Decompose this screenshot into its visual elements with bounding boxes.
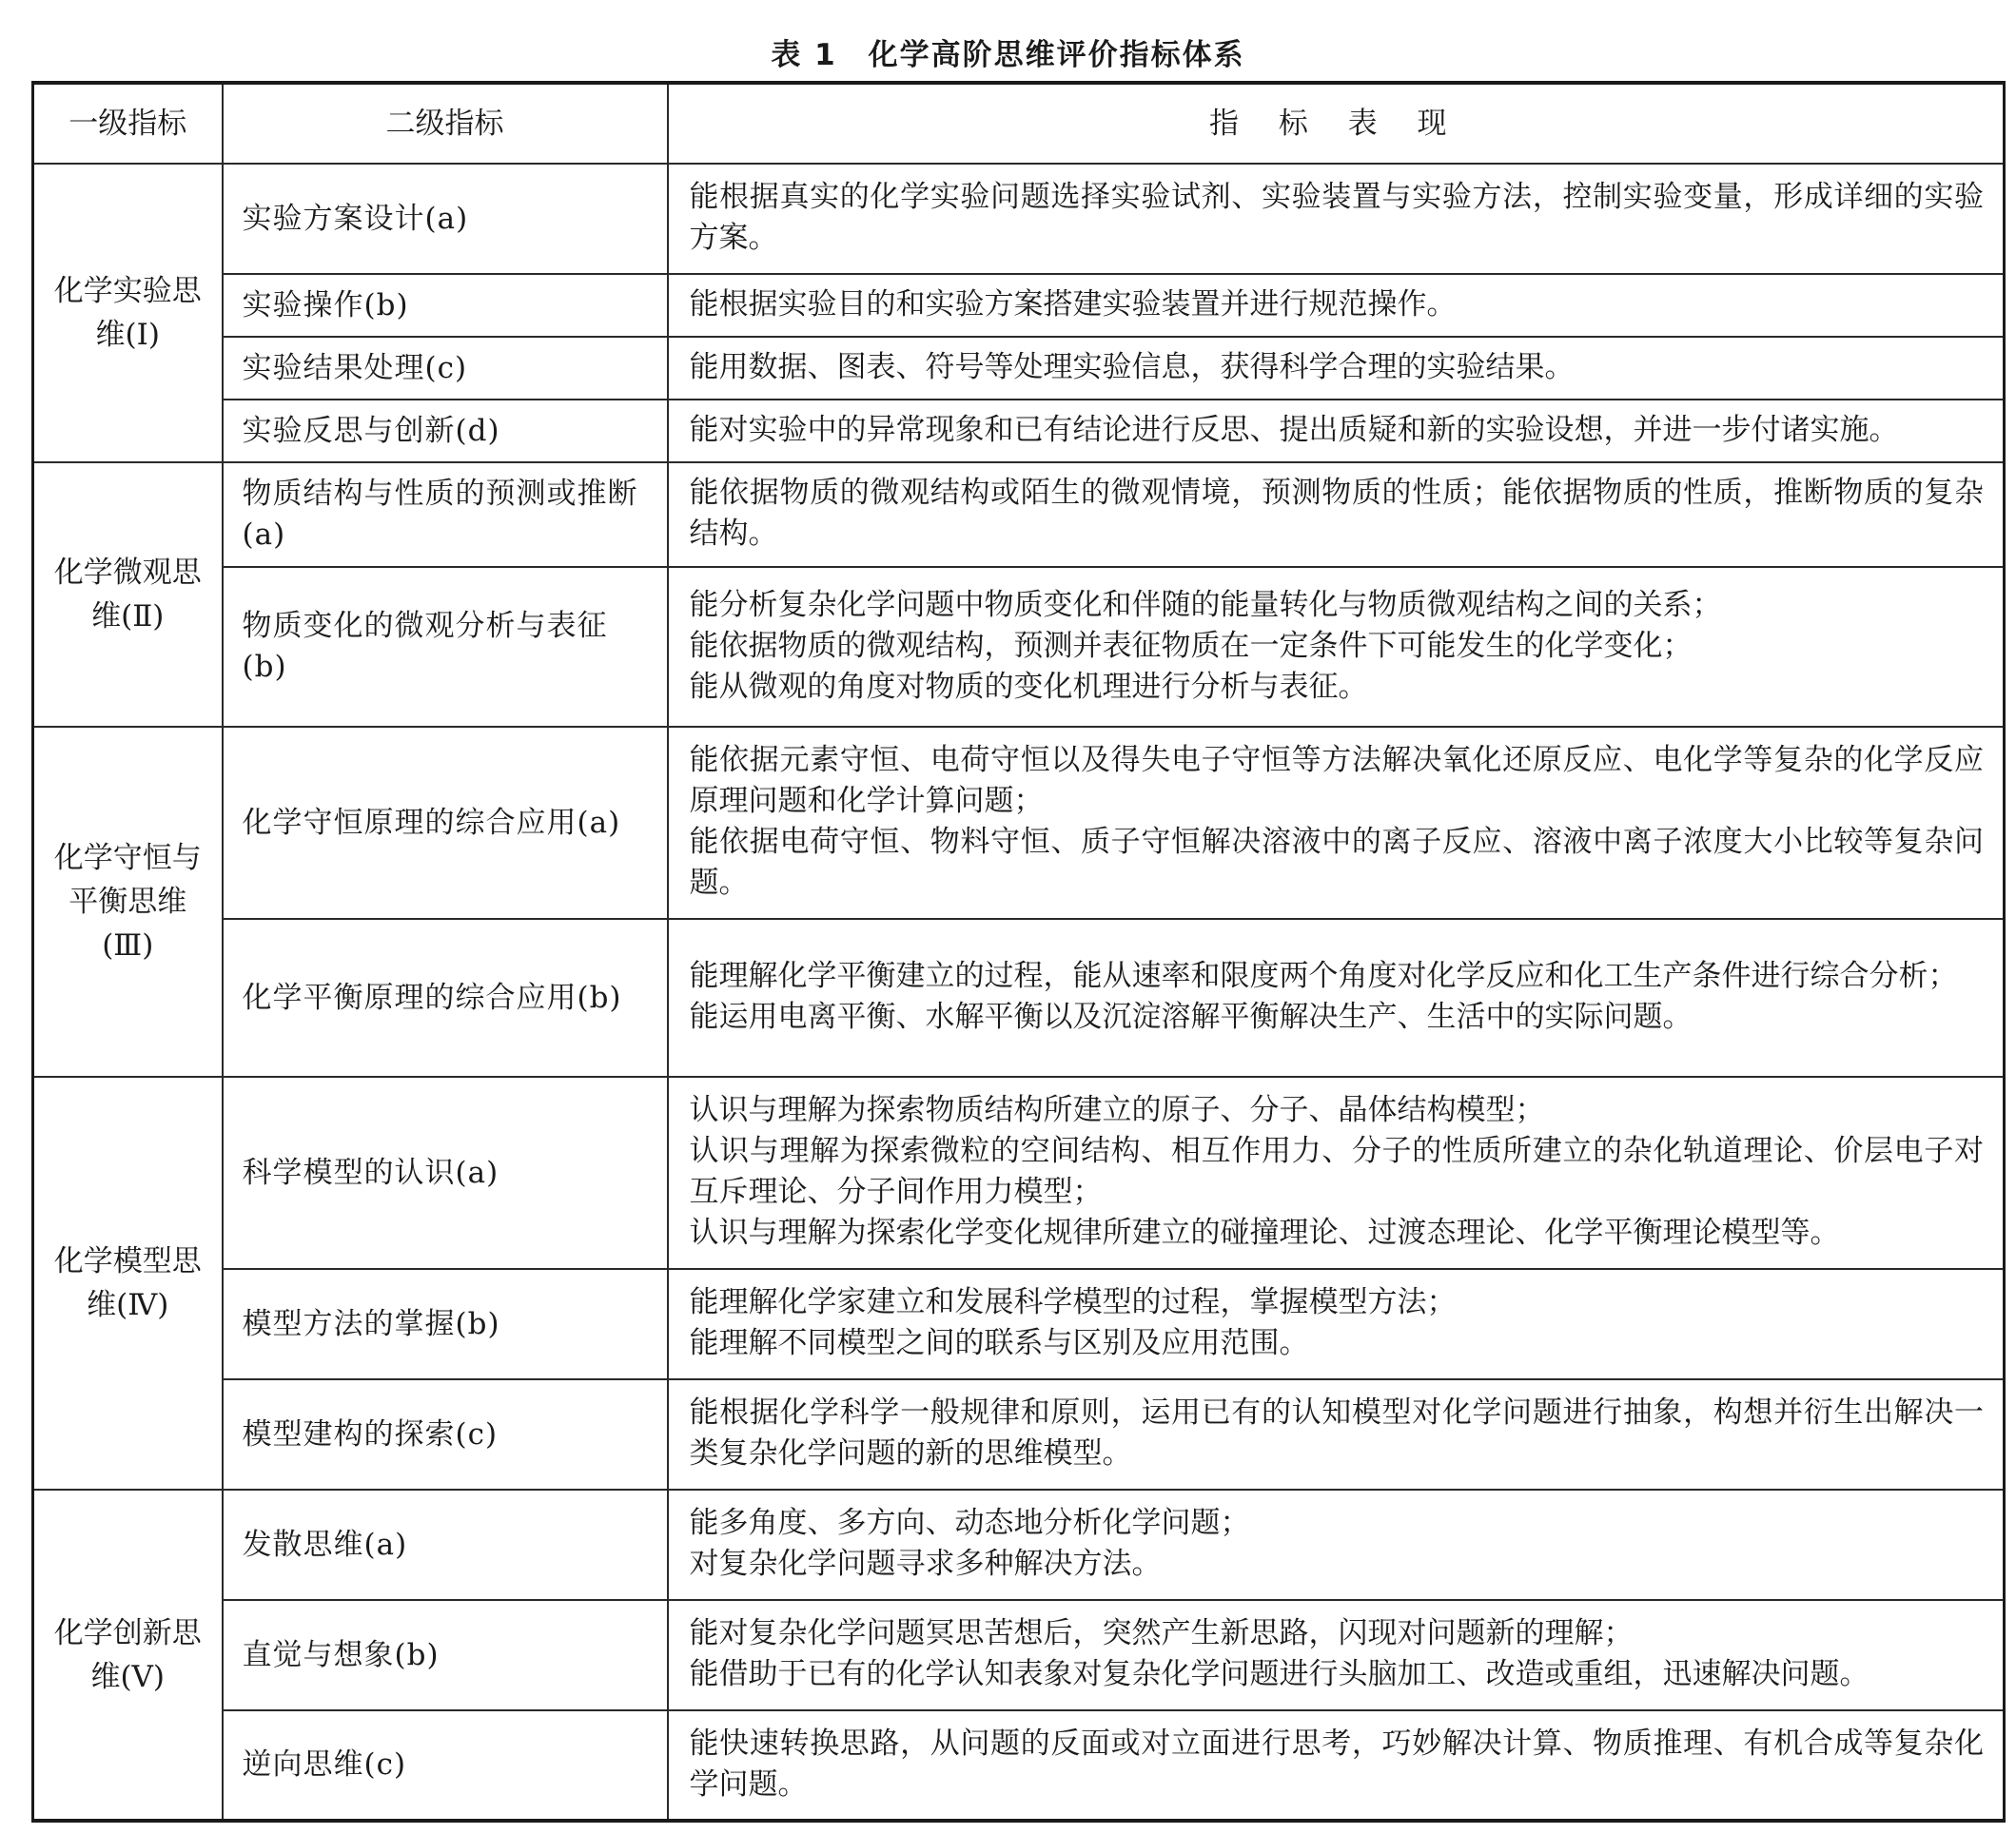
- indicator-performance: [668, 567, 2005, 727]
- level1-indicator: 化学实验思维(Ⅰ): [33, 164, 223, 462]
- performance-line: 能从微观的角度对物质的变化机理进行分析与表征。: [689, 669, 1368, 704]
- level2-indicator: 模型方法的掌握(b): [223, 1269, 668, 1379]
- table-row: [33, 919, 2005, 1077]
- level2-indicator: 发散思维(a): [223, 1490, 668, 1600]
- indicator-performance: [668, 1490, 2005, 1600]
- level2-indicator: 化学守恒原理的综合应用(a): [223, 727, 668, 919]
- level2-indicator: 化学平衡原理的综合应用(b): [223, 919, 668, 1077]
- performance-line: 能依据电荷守恒、物料守恒、质子守恒解决溶液中的离子反应、溶液中离子浓度大小比较等复杂问题。: [689, 825, 1984, 900]
- performance-line: 能根据实验目的和实验方案搭建实验装置并进行规范操作。: [689, 286, 1457, 322]
- performance-line: 认识与理解为探索微粒的空间结构、相互作用力、分子的性质所建立的杂化轨道理论、价层电子对互斥理论、分子间作用力模型；: [689, 1134, 1984, 1209]
- table-row: [33, 727, 2005, 919]
- level2-indicator: 实验结果处理(c): [223, 337, 668, 400]
- indicator-performance: [668, 274, 2005, 337]
- table-row: [33, 1710, 2005, 1821]
- table-row: [33, 1379, 2005, 1490]
- indicator-performance: [668, 1600, 2005, 1710]
- indicator-performance: [668, 164, 2005, 274]
- table-row: [33, 337, 2005, 400]
- performance-line: 能理解不同模型之间的联系与区别及应用范围。: [689, 1326, 1309, 1360]
- performance-line: 认识与理解为探索化学变化规律所建立的碰撞理论、过渡态理论、化学平衡理论模型等。: [689, 1216, 1840, 1250]
- level2-indicator: 实验方案设计(a): [223, 164, 668, 274]
- table-row: [33, 1077, 2005, 1269]
- performance-line: 能借助于已有的化学认知表象对复杂化学问题进行头脑加工、改造或重组，迅速解决问题。: [689, 1657, 1869, 1691]
- table-title: 表 1 化学高阶思维评价指标体系: [771, 38, 1245, 72]
- header-level1: 一级指标: [33, 83, 223, 164]
- indicator-performance: [668, 1269, 2005, 1379]
- performance-line: 能理解化学家建立和发展科学模型的过程，掌握模型方法；: [689, 1285, 1457, 1319]
- header-level2: 二级指标: [223, 83, 668, 164]
- table-row: [33, 567, 2005, 727]
- level2-indicator: 实验操作(b): [223, 274, 668, 337]
- level2-indicator: 科学模型的认识(a): [223, 1077, 668, 1269]
- performance-line: 能多角度、多方向、动态地分析化学问题；: [689, 1506, 1250, 1540]
- table-row: [33, 1600, 2005, 1710]
- performance-line: 能分析复杂化学问题中物质变化和伴随的能量转化与物质微观结构之间的关系；: [689, 587, 1722, 622]
- indicator-performance: [668, 1379, 2005, 1490]
- indicator-performance: [668, 727, 2005, 919]
- table-row: [33, 462, 2005, 567]
- table-body: [33, 164, 2005, 1821]
- level2-indicator: 直觉与想象(b): [223, 1600, 668, 1710]
- level1-indicator: 化学创新思维(Ⅴ): [33, 1490, 223, 1821]
- evaluation-index-table: [31, 81, 2006, 1823]
- performance-line: 能运用电离平衡、水解平衡以及沉淀溶解平衡解决生产、生活中的实际问题。: [689, 1000, 1693, 1034]
- level1-indicator: 化学微观思维(Ⅱ): [33, 462, 223, 727]
- header-performance: 指 标 表 现: [668, 83, 2005, 164]
- table-row: [33, 400, 2005, 462]
- level2-indicator: 模型建构的探索(c): [223, 1379, 668, 1490]
- level2-indicator: 实验反思与创新(d): [223, 400, 668, 462]
- performance-line: 能依据元素守恒、电荷守恒以及得失电子守恒等方法解决氧化还原反应、电化学等复杂的化学反应原理问题和化学计算问题；: [689, 743, 1984, 818]
- indicator-performance: [668, 400, 2005, 462]
- performance-line: 能依据物质的微观结构，预测并表征物质在一定条件下可能发生的化学变化；: [689, 628, 1693, 663]
- table-row: [33, 274, 2005, 337]
- performance-line: 能用数据、图表、符号等处理实验信息，获得科学合理的实验结果。: [689, 349, 1575, 384]
- header-row: [33, 83, 2005, 164]
- indicator-performance: [668, 337, 2005, 400]
- performance-line: 认识与理解为探索物质结构所建立的原子、分子、晶体结构模型；: [689, 1093, 1545, 1127]
- table-row: [33, 164, 2005, 274]
- indicator-performance: [668, 1077, 2005, 1269]
- performance-line: 能根据真实的化学实验问题选择实验试剂、实验装置与实验方法，控制实验变量，形成详细的实验方案。: [689, 180, 1984, 255]
- level1-indicator: 化学模型思维(Ⅳ): [33, 1077, 223, 1490]
- level2-indicator: 物质结构与性质的预测或推断(a): [223, 462, 668, 567]
- performance-line: 能对实验中的异常现象和已有结论进行反思、提出质疑和新的实验设想，并进一步付诸实施。: [689, 412, 1899, 447]
- performance-line: 对复杂化学问题寻求多种解决方法。: [689, 1547, 1162, 1581]
- performance-line: 能根据化学科学一般规律和原则，运用已有的认知模型对化学问题进行抽象，构想并衍生出解决一类复杂化学问题的新的思维模型。: [689, 1395, 1984, 1471]
- level1-indicator: 化学守恒与平衡思维(Ⅲ): [33, 727, 223, 1077]
- table-row: [33, 1269, 2005, 1379]
- indicator-performance: [668, 919, 2005, 1077]
- performance-line: 能快速转换思路，从问题的反面或对立面进行思考，巧妙解决计算、物质推理、有机合成等复杂化学问题。: [689, 1726, 1984, 1802]
- performance-line: 能理解化学平衡建立的过程，能从速率和限度两个角度对化学反应和化工生产条件进行综合分析；: [689, 959, 1958, 993]
- indicator-performance: [668, 1710, 2005, 1821]
- level2-indicator: 逆向思维(c): [223, 1710, 668, 1821]
- level2-indicator: 物质变化的微观分析与表征(b): [223, 567, 668, 727]
- performance-line: 能对复杂化学问题冥思苦想后，突然产生新思路，闪现对问题新的理解；: [689, 1616, 1634, 1650]
- performance-line: 能依据物质的微观结构或陌生的微观情境，预测物质的性质；能依据物质的性质，推断物质的复杂结构。: [689, 476, 1984, 551]
- table-row: [33, 1490, 2005, 1600]
- indicator-performance: [668, 462, 2005, 567]
